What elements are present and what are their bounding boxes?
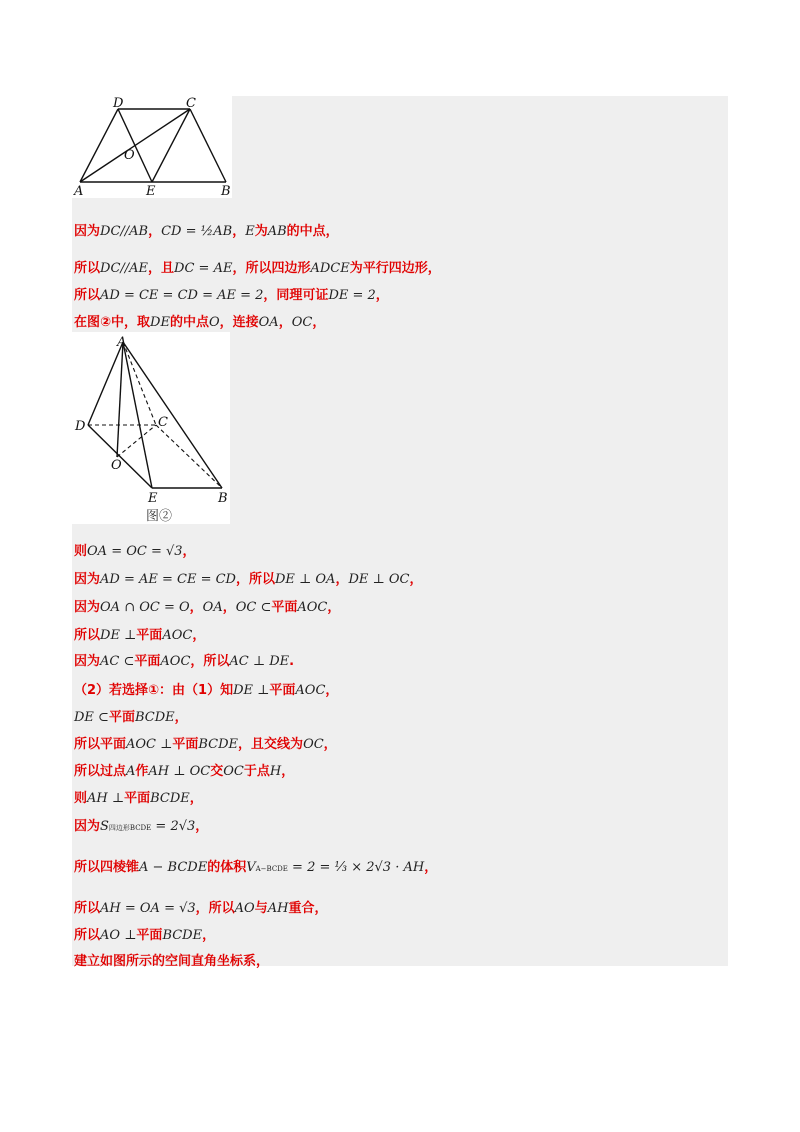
math-segment: OA ∩ OC = O [100, 600, 190, 615]
text-segment: 为 [254, 224, 268, 239]
math-segment: E [245, 224, 255, 239]
text-segment: ， [232, 224, 246, 239]
text-segment: ， [192, 628, 206, 643]
label-E: E [146, 184, 156, 198]
math-segment: = 2 = ⅓ × 2√3 · AH [287, 860, 425, 875]
math-segment: OA = OC = √3 [87, 544, 183, 559]
line-17 [74, 897, 327, 916]
text-segment: ， [327, 600, 341, 615]
text-segment: 因为 [74, 654, 101, 669]
text-segment: ， [189, 791, 203, 806]
math-segment: DC//AB [100, 224, 149, 239]
text-segment: ， [278, 315, 292, 330]
text-segment: 平面 [136, 928, 163, 943]
text-segment: ， [182, 544, 196, 559]
line-19 [74, 950, 269, 969]
text-segment: 所以四棱锥 [74, 860, 140, 875]
text-segment: ，同理可证 [263, 288, 329, 303]
math-segment: AH ⊥ [87, 791, 125, 806]
text-segment: ， [195, 819, 209, 834]
line-7 [74, 596, 340, 615]
text-segment: ， [375, 288, 389, 303]
line-18 [74, 924, 215, 943]
text-segment: 平面 [134, 654, 161, 669]
math-segment: AO [234, 901, 255, 916]
text-segment: ， [409, 572, 423, 587]
text-segment: 则 [74, 544, 88, 559]
math-segment: OC [291, 315, 313, 330]
math-segment: AH = OA = √3 [100, 901, 196, 916]
line-9 [74, 650, 294, 669]
text-segment: ， [424, 860, 438, 875]
label-O: O [124, 148, 135, 163]
line-5 [74, 540, 196, 559]
line-3 [74, 284, 389, 303]
math-segment: DE ⊥ OA [275, 572, 336, 587]
text-segment: ，所以 [190, 654, 230, 669]
math-segment: BCDE [198, 737, 239, 752]
label-B2: B [218, 491, 228, 506]
math-segment: OC ⊂ [235, 600, 272, 615]
text-segment: ， [189, 600, 203, 615]
math-segment: CD = ½AB [161, 224, 233, 239]
math-segment: AH [267, 901, 289, 916]
text-segment: ，且交线为 [238, 737, 304, 752]
line-12 [74, 733, 337, 752]
text-segment: 平面 [172, 737, 199, 752]
text-segment: ， [312, 315, 326, 330]
text-segment: 则 [74, 791, 88, 806]
math-segment: DE ⊥ OC [348, 572, 410, 587]
text-segment: 的中点， [286, 224, 339, 239]
text-segment: ，且 [148, 261, 175, 276]
math-segment: AOC ⊥ [126, 737, 173, 752]
math-segment: AB [267, 224, 287, 239]
text-segment: ， [174, 710, 188, 725]
math-segment: AC ⊥ DE [229, 654, 290, 669]
text-segment: ， [335, 572, 349, 587]
text-segment: ， [148, 224, 162, 239]
line-15 [74, 815, 208, 834]
math-segment: AOC [297, 600, 328, 615]
figure-2 [72, 332, 230, 524]
text-segment: 所以平面 [74, 737, 127, 752]
text-segment: . [289, 654, 295, 669]
math-segment: BCDE [150, 791, 190, 806]
text-segment: ， [325, 683, 339, 698]
math-segment: DE ⊥ [100, 628, 137, 643]
math-segment: BCDE [134, 710, 175, 725]
text-segment: （2）若选择①：由（1）知 [74, 683, 234, 698]
text-segment: 平面 [108, 710, 135, 725]
line-13 [74, 760, 294, 779]
math-segment: AOC [160, 654, 191, 669]
text-segment: 平面 [136, 628, 163, 643]
math-segment: DE ⊥ [233, 683, 270, 698]
text-segment: 交 [210, 764, 224, 779]
text-segment: 所以过点 [74, 764, 127, 779]
math-segment: BCDE [162, 928, 203, 943]
text-segment: 所以 [74, 628, 101, 643]
math-subscript: A−BCDE [255, 865, 288, 873]
math-segment: AD = AE = CE = CD [100, 572, 236, 587]
math-segment: AH ⊥ OC [148, 764, 211, 779]
line-6 [74, 568, 423, 587]
text-segment: 的中点 [169, 315, 209, 330]
line-2 [74, 257, 441, 276]
math-segment: = 2√3 [151, 819, 196, 834]
math-segment: OC [223, 764, 244, 779]
text-segment: ， [202, 928, 216, 943]
text-segment: 重合， [288, 901, 328, 916]
label-O2: O [111, 458, 122, 473]
line-14 [74, 787, 203, 806]
math-segment: H [269, 764, 282, 779]
text-segment: 作 [135, 764, 149, 779]
text-segment: ，所以 [235, 572, 275, 587]
trapezoid-diagram [72, 96, 232, 198]
math-segment: S [100, 819, 109, 834]
math-segment: DE = 2 [328, 288, 376, 303]
text-segment: 于点 [243, 764, 270, 779]
line-8 [74, 624, 205, 643]
text-segment: 所以 [74, 288, 101, 303]
figure-1 [72, 96, 232, 198]
text-segment: ，连接 [219, 315, 259, 330]
math-segment: OA [202, 600, 223, 615]
math-segment: OC [303, 737, 324, 752]
text-segment: 平面 [269, 683, 296, 698]
text-segment: ， [323, 737, 337, 752]
math-segment: DC//AE [100, 261, 149, 276]
math-segment: V [246, 860, 256, 875]
text-segment: ， [281, 764, 295, 779]
text-segment: ，所以四边形 [232, 261, 311, 276]
line-10 [74, 679, 338, 698]
math-segment: AD = CE = CD = AE = 2 [100, 288, 264, 303]
math-segment: DE [150, 315, 170, 330]
text-segment: 建立如图所示的空间直角坐标系， [74, 954, 270, 969]
text-segment: 为平行四边形， [349, 261, 441, 276]
text-segment: 与 [254, 901, 268, 916]
math-segment: AO ⊥ [100, 928, 137, 943]
text-segment: 在图②中，取 [74, 315, 151, 330]
text-segment: 平面 [271, 600, 298, 615]
text-segment: 所以 [74, 261, 101, 276]
text-segment: ，所以 [195, 901, 235, 916]
text-segment: 因为 [74, 224, 101, 239]
label-A2: A [117, 335, 127, 350]
text-segment: 所以 [74, 901, 101, 916]
text-segment: 所以 [74, 928, 101, 943]
math-segment: ADCE [310, 261, 350, 276]
math-subscript: 四边形BCDE [108, 824, 152, 832]
label-E2: E [148, 491, 158, 506]
text-segment: 平面 [124, 791, 151, 806]
math-segment: OA [258, 315, 279, 330]
pyramid-diagram [72, 332, 230, 524]
text-segment: 因为 [74, 572, 101, 587]
math-segment: O [208, 315, 220, 330]
text-segment: 的体积 [207, 860, 247, 875]
math-segment: A [126, 764, 136, 779]
label-D2: D [75, 419, 86, 434]
label-B: B [221, 184, 231, 198]
text-segment: 因为 [74, 819, 101, 834]
label-D: D [113, 96, 124, 111]
math-segment: AOC [162, 628, 193, 643]
math-segment: AOC [295, 683, 326, 698]
figure-caption: 图② [146, 509, 173, 524]
line-16 [74, 856, 437, 875]
line-1 [74, 220, 339, 239]
math-segment: DC = AE [174, 261, 233, 276]
math-segment: AC ⊂ [100, 654, 135, 669]
line-4 [74, 311, 325, 330]
label-C: C [186, 96, 196, 111]
math-segment: DE ⊂ [74, 710, 109, 725]
line-11 [74, 706, 188, 725]
label-A: A [74, 184, 84, 198]
math-segment: A − BCDE [139, 860, 208, 875]
text-segment: 因为 [74, 600, 101, 615]
label-C2: C [158, 415, 168, 430]
text-segment: ， [222, 600, 236, 615]
